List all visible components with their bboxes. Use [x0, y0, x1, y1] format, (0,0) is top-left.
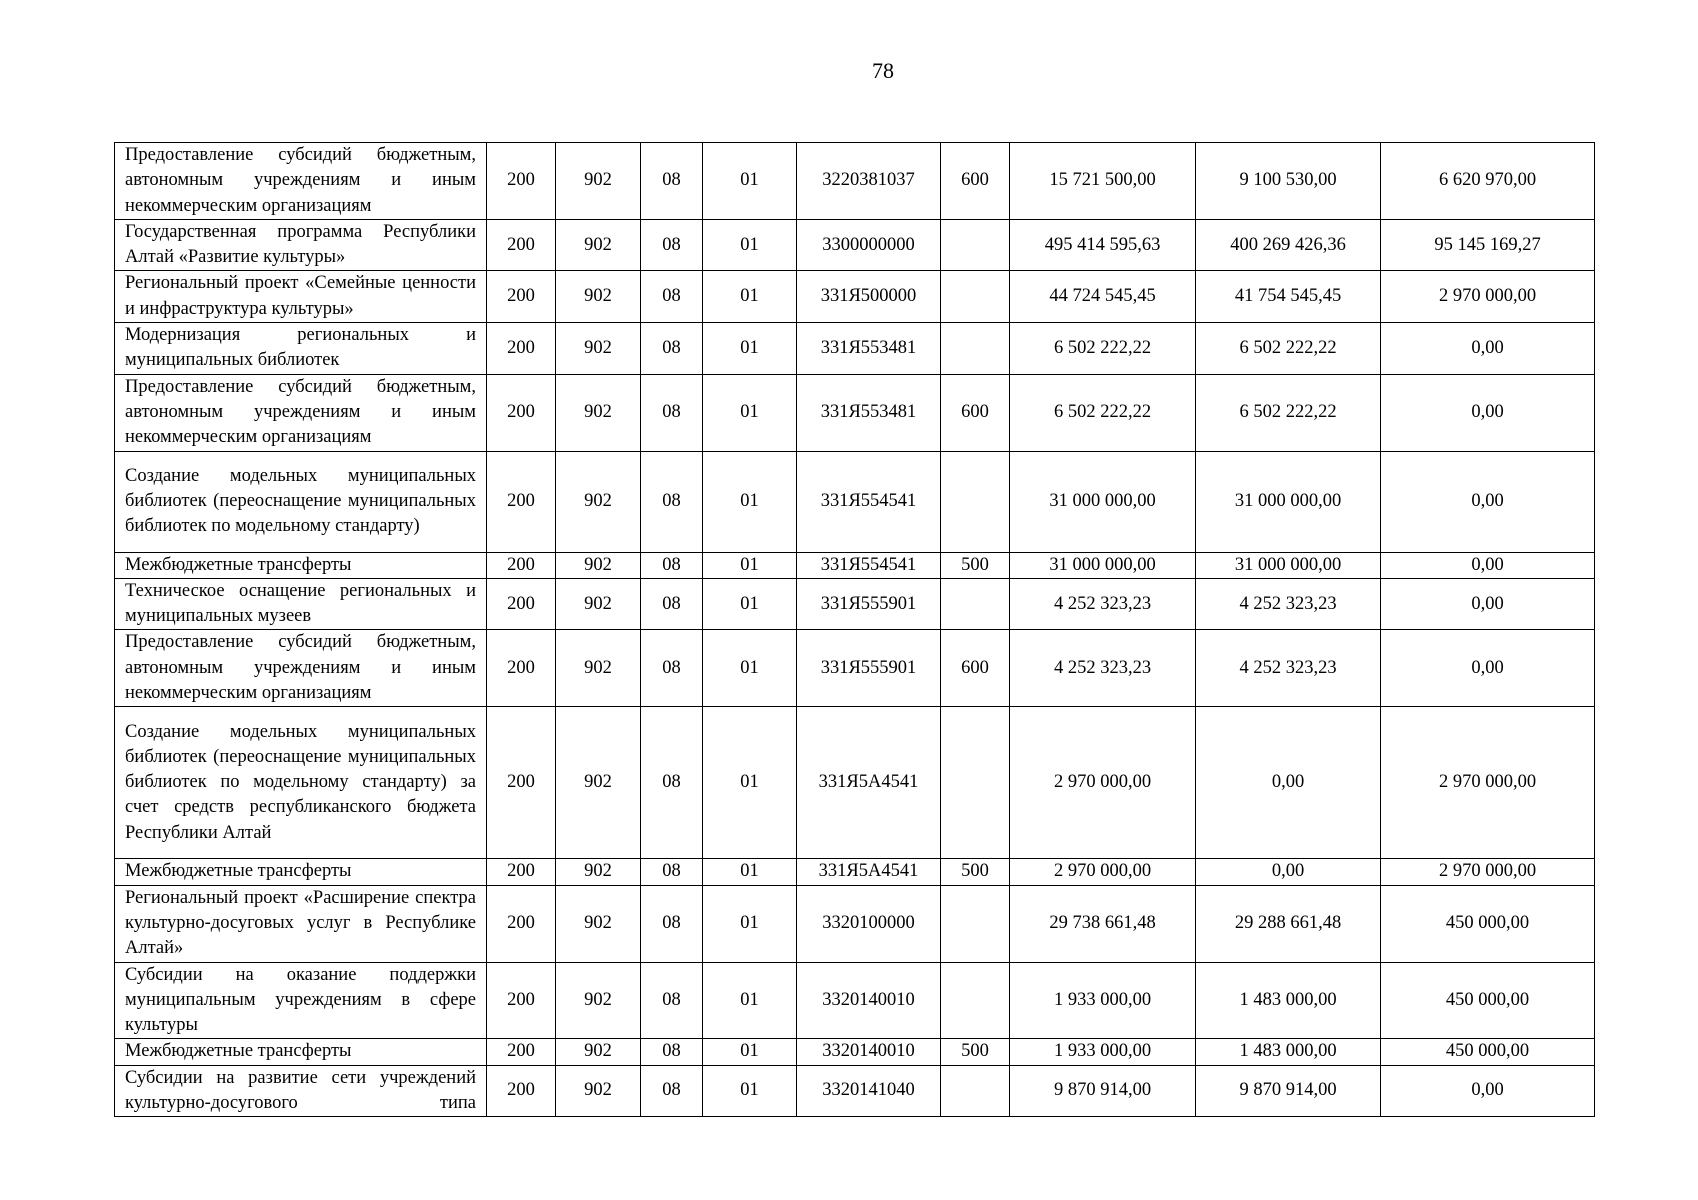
table-row: [115, 374, 1595, 451]
table-row: [115, 323, 1595, 375]
total-amount-cell: 31 000 000,00: [1010, 451, 1196, 552]
federal-amount-cell: 1 483 000,00: [1196, 1039, 1381, 1065]
code-cell: 200: [487, 552, 556, 578]
target-article-cell: 3320100000: [797, 885, 941, 962]
total-amount-cell: 31 000 000,00: [1010, 552, 1196, 578]
section-cell: 08: [641, 630, 703, 707]
regional-amount-cell: 0,00: [1381, 1065, 1595, 1117]
row-name-cell: Региональный проект «Семейные ценности и инфраструктура культуры»: [115, 271, 487, 323]
total-amount-cell: 1 933 000,00: [1010, 962, 1196, 1039]
ministry-code-cell: 902: [556, 451, 641, 552]
section-cell: 08: [641, 552, 703, 578]
table-row: [115, 859, 1595, 885]
expense-type-cell: 600: [941, 143, 1010, 220]
code-cell: 200: [487, 219, 556, 271]
total-amount-cell: 6 502 222,22: [1010, 374, 1196, 451]
target-article-cell: 331Я500000: [797, 271, 941, 323]
total-amount-cell: 1 933 000,00: [1010, 1039, 1196, 1065]
expense-type-cell: [941, 707, 1010, 859]
target-article-cell: 3320140010: [797, 1039, 941, 1065]
code-cell: 200: [487, 1039, 556, 1065]
total-amount-cell: 4 252 323,23: [1010, 578, 1196, 630]
code-cell: 200: [487, 143, 556, 220]
row-name-cell: Субсидии на оказание поддержки муниципальным учреждениям в сфере культуры: [115, 962, 487, 1039]
row-name-cell: Создание модельных муниципальных библиотек (переоснащение муниципальных библиотек по модельному стандарту): [115, 451, 487, 552]
subsection-cell: 01: [703, 219, 797, 271]
table-row: [115, 578, 1595, 630]
federal-amount-cell: 4 252 323,23: [1196, 630, 1381, 707]
row-name-cell: Межбюджетные трансферты: [115, 859, 487, 885]
table-row: [115, 885, 1595, 962]
target-article-cell: 3220381037: [797, 143, 941, 220]
section-cell: 08: [641, 859, 703, 885]
target-article-cell: 331Я5А4541: [797, 707, 941, 859]
total-amount-cell: 2 970 000,00: [1010, 707, 1196, 859]
row-name-cell: Предоставление субсидий бюджетным, автономным учреждениям и иным некоммерческим организациям: [115, 630, 487, 707]
row-name-cell: Создание модельных муниципальных библиотек (переоснащение муниципальных библиотек по модельному стандарту) за счет средств республиканского бюджета Республики Алтай: [115, 707, 487, 859]
subsection-cell: 01: [703, 1039, 797, 1065]
federal-amount-cell: 9 870 914,00: [1196, 1065, 1381, 1117]
regional-amount-cell: 95 145 169,27: [1381, 219, 1595, 271]
total-amount-cell: 44 724 545,45: [1010, 271, 1196, 323]
budget-table: [114, 142, 1595, 1117]
table-row: [115, 707, 1595, 859]
subsection-cell: 01: [703, 630, 797, 707]
row-name-cell: Предоставление субсидий бюджетным, автономным учреждениям и иным некоммерческим организациям: [115, 374, 487, 451]
ministry-code-cell: 902: [556, 1065, 641, 1117]
section-cell: 08: [641, 374, 703, 451]
row-name-cell: Модернизация региональных и муниципальных библиотек: [115, 323, 487, 375]
federal-amount-cell: 9 100 530,00: [1196, 143, 1381, 220]
ministry-code-cell: 902: [556, 1039, 641, 1065]
federal-amount-cell: 1 483 000,00: [1196, 962, 1381, 1039]
total-amount-cell: 2 970 000,00: [1010, 859, 1196, 885]
code-cell: 200: [487, 1065, 556, 1117]
target-article-cell: 331Я555901: [797, 630, 941, 707]
subsection-cell: 01: [703, 323, 797, 375]
regional-amount-cell: 0,00: [1381, 630, 1595, 707]
section-cell: 08: [641, 962, 703, 1039]
code-cell: 200: [487, 374, 556, 451]
section-cell: 08: [641, 578, 703, 630]
expense-type-cell: [941, 451, 1010, 552]
ministry-code-cell: 902: [556, 219, 641, 271]
subsection-cell: 01: [703, 859, 797, 885]
ministry-code-cell: 902: [556, 707, 641, 859]
table-row: [115, 1065, 1595, 1117]
federal-amount-cell: 31 000 000,00: [1196, 552, 1381, 578]
expense-type-cell: 500: [941, 859, 1010, 885]
federal-amount-cell: 400 269 426,36: [1196, 219, 1381, 271]
federal-amount-cell: 4 252 323,23: [1196, 578, 1381, 630]
expense-type-cell: 600: [941, 374, 1010, 451]
row-name-cell: Государственная программа Республики Алтай «Развитие культуры»: [115, 219, 487, 271]
ministry-code-cell: 902: [556, 323, 641, 375]
subsection-cell: 01: [703, 552, 797, 578]
subsection-cell: 01: [703, 707, 797, 859]
code-cell: 200: [487, 885, 556, 962]
target-article-cell: 331Я5А4541: [797, 859, 941, 885]
expense-type-cell: [941, 323, 1010, 375]
subsection-cell: 01: [703, 271, 797, 323]
subsection-cell: 01: [703, 143, 797, 220]
expense-type-cell: [941, 885, 1010, 962]
regional-amount-cell: 0,00: [1381, 578, 1595, 630]
subsection-cell: 01: [703, 962, 797, 1039]
ministry-code-cell: 902: [556, 885, 641, 962]
expense-type-cell: [941, 1065, 1010, 1117]
target-article-cell: 3320140010: [797, 962, 941, 1039]
total-amount-cell: 29 738 661,48: [1010, 885, 1196, 962]
section-cell: 08: [641, 1065, 703, 1117]
expense-type-cell: [941, 962, 1010, 1039]
total-amount-cell: 6 502 222,22: [1010, 323, 1196, 375]
total-amount-cell: 9 870 914,00: [1010, 1065, 1196, 1117]
regional-amount-cell: 2 970 000,00: [1381, 859, 1595, 885]
table-row: [115, 451, 1595, 552]
section-cell: 08: [641, 143, 703, 220]
section-cell: 08: [641, 271, 703, 323]
target-article-cell: 331Я555901: [797, 578, 941, 630]
code-cell: 200: [487, 962, 556, 1039]
ministry-code-cell: 902: [556, 143, 641, 220]
federal-amount-cell: 6 502 222,22: [1196, 374, 1381, 451]
subsection-cell: 01: [703, 374, 797, 451]
target-article-cell: 331Я554541: [797, 451, 941, 552]
ministry-code-cell: 902: [556, 859, 641, 885]
row-name-cell: Субсидии на развитие сети учреждений культурно-досугового типа: [115, 1065, 487, 1117]
federal-amount-cell: 29 288 661,48: [1196, 885, 1381, 962]
table-row: [115, 552, 1595, 578]
code-cell: 200: [487, 707, 556, 859]
code-cell: 200: [487, 323, 556, 375]
section-cell: 08: [641, 1039, 703, 1065]
target-article-cell: 3320141040: [797, 1065, 941, 1117]
ministry-code-cell: 902: [556, 630, 641, 707]
regional-amount-cell: 2 970 000,00: [1381, 271, 1595, 323]
row-name-cell: Межбюджетные трансферты: [115, 552, 487, 578]
regional-amount-cell: 0,00: [1381, 451, 1595, 552]
section-cell: 08: [641, 707, 703, 859]
regional-amount-cell: 450 000,00: [1381, 885, 1595, 962]
row-name-cell: Техническое оснащение региональных и муниципальных музеев: [115, 578, 487, 630]
code-cell: 200: [487, 578, 556, 630]
federal-amount-cell: 31 000 000,00: [1196, 451, 1381, 552]
section-cell: 08: [641, 885, 703, 962]
section-cell: 08: [641, 219, 703, 271]
subsection-cell: 01: [703, 451, 797, 552]
table-row: [115, 271, 1595, 323]
regional-amount-cell: 0,00: [1381, 323, 1595, 375]
federal-amount-cell: 41 754 545,45: [1196, 271, 1381, 323]
regional-amount-cell: 2 970 000,00: [1381, 707, 1595, 859]
expense-type-cell: 500: [941, 1039, 1010, 1065]
expense-type-cell: [941, 578, 1010, 630]
total-amount-cell: 4 252 323,23: [1010, 630, 1196, 707]
table-row: [115, 962, 1595, 1039]
total-amount-cell: 15 721 500,00: [1010, 143, 1196, 220]
target-article-cell: 3300000000: [797, 219, 941, 271]
ministry-code-cell: 902: [556, 374, 641, 451]
code-cell: 200: [487, 630, 556, 707]
target-article-cell: 331Я553481: [797, 323, 941, 375]
ministry-code-cell: 902: [556, 578, 641, 630]
expense-type-cell: [941, 271, 1010, 323]
code-cell: 200: [487, 859, 556, 885]
row-name-cell: Предоставление субсидий бюджетным, автономным учреждениям и иным некоммерческим организациям: [115, 143, 487, 220]
federal-amount-cell: 0,00: [1196, 859, 1381, 885]
table-row: [115, 630, 1595, 707]
table-row: [115, 143, 1595, 220]
code-cell: 200: [487, 451, 556, 552]
subsection-cell: 01: [703, 578, 797, 630]
federal-amount-cell: 6 502 222,22: [1196, 323, 1381, 375]
expense-type-cell: 500: [941, 552, 1010, 578]
regional-amount-cell: 0,00: [1381, 374, 1595, 451]
target-article-cell: 331Я554541: [797, 552, 941, 578]
row-name-cell: Региональный проект «Расширение спектра культурно-досуговых услуг в Республике Алтай»: [115, 885, 487, 962]
regional-amount-cell: 6 620 970,00: [1381, 143, 1595, 220]
ministry-code-cell: 902: [556, 271, 641, 323]
row-name-cell: Межбюджетные трансферты: [115, 1039, 487, 1065]
table-row: [115, 219, 1595, 271]
regional-amount-cell: 0,00: [1381, 552, 1595, 578]
expense-type-cell: 600: [941, 630, 1010, 707]
page-number: 78: [872, 58, 894, 83]
total-amount-cell: 495 414 595,63: [1010, 219, 1196, 271]
federal-amount-cell: 0,00: [1196, 707, 1381, 859]
code-cell: 200: [487, 271, 556, 323]
table-row: [115, 1039, 1595, 1065]
regional-amount-cell: 450 000,00: [1381, 1039, 1595, 1065]
section-cell: 08: [641, 323, 703, 375]
subsection-cell: 01: [703, 885, 797, 962]
ministry-code-cell: 902: [556, 552, 641, 578]
subsection-cell: 01: [703, 1065, 797, 1117]
expense-type-cell: [941, 219, 1010, 271]
section-cell: 08: [641, 451, 703, 552]
target-article-cell: 331Я553481: [797, 374, 941, 451]
ministry-code-cell: 902: [556, 962, 641, 1039]
regional-amount-cell: 450 000,00: [1381, 962, 1595, 1039]
